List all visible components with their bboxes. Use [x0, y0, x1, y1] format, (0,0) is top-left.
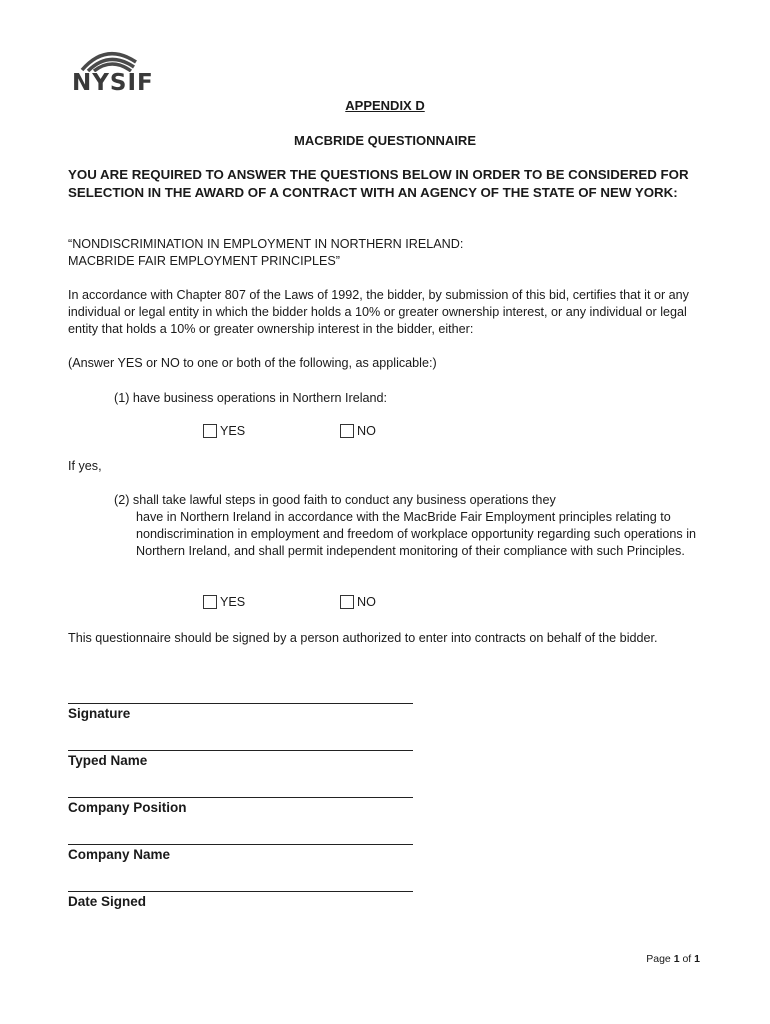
company-name-label: Company Name [68, 847, 171, 862]
checkbox-icon [340, 595, 354, 609]
signing-note: This questionnaire should be signed by a person authorized to enter into contracts on behalf of the bidder. [68, 631, 658, 645]
q1-no-checkbox[interactable] [340, 424, 376, 438]
company-position-label: Company Position [68, 800, 187, 815]
question-2 [114, 492, 714, 560]
date-signed-label: Date Signed [68, 894, 147, 909]
typed-name-label: Typed Name [68, 753, 148, 768]
page-current: 1 [673, 953, 680, 965]
date-signed-field[interactable] [68, 891, 413, 892]
q2-yes-label: YES [220, 595, 246, 609]
question-2-line-1: (2) shall take lawful steps in good faith to conduct any business operations they [114, 493, 556, 507]
checkbox-icon [203, 424, 217, 438]
question-1: (1) have business operations in Northern Ireland: [114, 391, 388, 405]
page-of: of [682, 953, 692, 965]
q2-yes-checkbox[interactable] [203, 595, 245, 609]
q1-yes-checkbox[interactable] [203, 424, 245, 438]
page-total: 1 [694, 953, 700, 965]
principles-quote [68, 236, 708, 270]
answer-instruction: (Answer YES or NO to one or both of the following, as applicable:) [68, 356, 437, 370]
logo-arcs-icon [76, 46, 142, 72]
q1-yes-label: YES [220, 424, 246, 438]
nysif-logo [72, 46, 162, 96]
page-label: Page [646, 953, 671, 965]
q2-no-checkbox[interactable] [340, 595, 376, 609]
question-2-rest: have in Northern Ireland in accordance with the MacBride Fair Employment principles relating to nondiscrimination in employment and freedom of workplace opportunity regarding such operations in Northern Ireland, and shall permit independent monitoring of their compliance with such Principles. [136, 510, 697, 558]
requirement-statement: YOU ARE REQUIRED TO ANSWER THE QUESTIONS BELOW IN ORDER TO BE CONSIDERED FOR SELECTION IN THE AWARD OF A CONTRACT WITH AN AGENCY OF THE STATE OF NEW YORK: [68, 167, 689, 200]
checkbox-icon [203, 595, 217, 609]
intro-paragraph: In accordance with Chapter 807 of the Laws of 1992, the bidder, by submission of this bid, certifies that it or any individual or legal entity in which the bidder holds a 10% or greater ownership interest, or any individual or legal entity that holds a 10% or greater ownership interest in the bidder, either: [68, 288, 689, 336]
if-yes-label: If yes, [68, 459, 102, 473]
questionnaire-title: MACBRIDE QUESTIONNAIRE [293, 133, 476, 148]
q1-no-label: NO [357, 424, 376, 438]
q2-no-label: NO [357, 595, 376, 609]
company-name-field[interactable] [68, 844, 413, 845]
signature-field[interactable] [68, 703, 413, 704]
checkbox-icon [340, 424, 354, 438]
page-number [646, 953, 700, 965]
appendix-title: APPENDIX D [345, 98, 425, 113]
signature-label: Signature [68, 706, 131, 721]
typed-name-field[interactable] [68, 750, 413, 751]
quote-line-2: MACBRIDE FAIR EMPLOYMENT PRINCIPLES” [68, 254, 340, 268]
logo-text: NYSIF [72, 70, 154, 96]
company-position-field[interactable] [68, 797, 413, 798]
quote-line-1: “NONDISCRIMINATION IN EMPLOYMENT IN NORTHERN IRELAND: [68, 237, 464, 251]
